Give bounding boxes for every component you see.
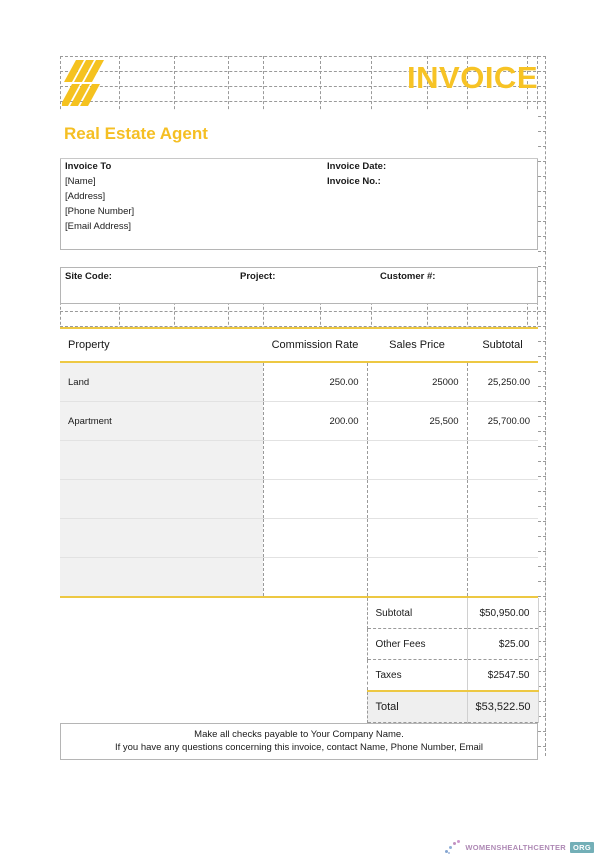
info-row-pad — [61, 234, 537, 249]
totals-row-total — [60, 691, 538, 723]
watermark — [445, 840, 594, 854]
table-row[interactable] — [60, 480, 538, 519]
billing-info-block — [60, 159, 538, 250]
subtotal-label: Subtotal — [367, 598, 467, 629]
table-row[interactable] — [60, 402, 538, 441]
column-header-property: Property — [60, 328, 263, 362]
invoice-date-label: Invoice Date: — [327, 161, 387, 172]
company-name: Real Estate Agent — [64, 124, 208, 143]
other-fees-value[interactable]: $25.00 — [467, 629, 538, 660]
taxes-label: Taxes — [367, 660, 467, 692]
cell-subtotal[interactable] — [467, 558, 538, 598]
invoice-document — [60, 56, 538, 760]
footer-line-2: If you have any questions concerning this invoice, contact Name, Phone Number, Email — [114, 742, 484, 753]
column-header-sales-price: Sales Price — [367, 328, 467, 362]
info-row — [61, 159, 537, 174]
totals-spacer — [60, 660, 367, 692]
info-row — [61, 189, 537, 204]
cell-subtotal[interactable]: 25,250.00 — [467, 362, 538, 402]
total-label: Total — [367, 691, 467, 723]
cell-subtotal[interactable] — [467, 480, 538, 519]
cell-price[interactable]: 25000 — [367, 362, 467, 402]
project-label: Project: — [240, 271, 276, 282]
table-row[interactable] — [60, 362, 538, 402]
cell-subtotal[interactable] — [467, 441, 538, 480]
cell-property[interactable] — [60, 558, 263, 598]
cell-property[interactable] — [60, 519, 263, 558]
cell-rate[interactable] — [263, 558, 367, 598]
totals-row-taxes — [60, 660, 538, 692]
cell-price[interactable] — [367, 480, 467, 519]
cell-property[interactable]: Apartment — [60, 402, 263, 441]
reference-row — [60, 267, 538, 304]
cell-price[interactable] — [367, 519, 467, 558]
line-items-table — [60, 327, 538, 598]
footer-line-1: Make all checks payable to Your Company Name. — [194, 729, 404, 740]
totals-row-other-fees — [60, 629, 538, 660]
cell-subtotal[interactable] — [467, 519, 538, 558]
cell-price[interactable] — [367, 441, 467, 480]
diagonal-stripes-logo-icon — [62, 58, 108, 108]
cell-rate[interactable]: 250.00 — [263, 362, 367, 402]
totals-spacer — [60, 691, 367, 723]
table-row[interactable] — [60, 519, 538, 558]
footer-note — [60, 723, 538, 760]
other-fees-label: Other Fees — [367, 629, 467, 660]
watermark-badge: ORG — [570, 842, 594, 853]
bill-to-heading: Invoice To — [65, 161, 112, 172]
info-row — [61, 219, 537, 234]
page-title: INVOICE — [407, 60, 538, 95]
taxes-value[interactable]: $2547.50 — [467, 660, 538, 692]
cell-property[interactable] — [60, 480, 263, 519]
cell-rate[interactable] — [263, 441, 367, 480]
column-header-commission-rate: Commission Rate — [263, 328, 367, 362]
totals-spacer — [60, 598, 367, 629]
invoice-header — [60, 56, 538, 110]
bill-to-name[interactable]: [Name] — [65, 176, 96, 187]
cell-rate[interactable]: 200.00 — [263, 402, 367, 441]
invoice-no-label: Invoice No.: — [327, 176, 381, 187]
section-spacer — [60, 250, 538, 267]
customer-number-label: Customer #: — [380, 271, 436, 282]
totals-table — [60, 598, 539, 723]
cell-rate[interactable] — [263, 480, 367, 519]
bill-to-phone[interactable]: [Phone Number] — [65, 206, 135, 217]
subtotal-value[interactable]: $50,950.00 — [467, 598, 538, 629]
cell-price[interactable] — [367, 558, 467, 598]
watermark-text: WOMENSHEALTHCENTER — [465, 842, 567, 852]
cell-rate[interactable] — [263, 519, 367, 558]
info-row — [61, 204, 537, 219]
info-row — [61, 174, 537, 189]
bill-to-email[interactable]: [Email Address] — [65, 221, 131, 232]
watermark-dots-icon — [445, 840, 461, 854]
cell-property[interactable]: Land — [60, 362, 263, 402]
totals-row-subtotal — [60, 598, 538, 629]
column-header-subtotal: Subtotal — [467, 328, 538, 362]
site-code-label: Site Code: — [65, 271, 112, 282]
table-header-row — [60, 328, 538, 362]
cell-property[interactable] — [60, 441, 263, 480]
total-value[interactable]: $53,522.50 — [467, 691, 538, 723]
table-row[interactable] — [60, 441, 538, 480]
bill-to-address[interactable]: [Address] — [65, 191, 106, 202]
company-name-band — [60, 110, 538, 159]
cell-subtotal[interactable]: 25,700.00 — [467, 402, 538, 441]
cell-price[interactable]: 25,500 — [367, 402, 467, 441]
table-gap — [60, 304, 538, 327]
totals-spacer — [60, 629, 367, 660]
table-row[interactable] — [60, 558, 538, 598]
